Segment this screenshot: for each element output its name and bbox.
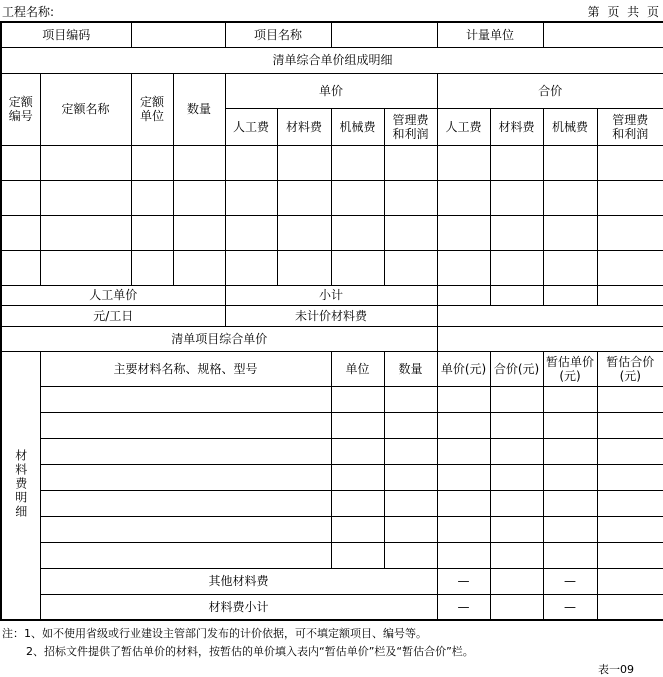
- cell[interactable]: [173, 145, 225, 180]
- page-label: 第 页 共 页: [587, 5, 659, 19]
- material-est-unit-price-header: 暂估单价(元): [543, 351, 597, 386]
- cell[interactable]: [1, 215, 40, 250]
- cell[interactable]: [490, 490, 543, 516]
- material-row: [1, 412, 663, 438]
- cell[interactable]: [331, 464, 384, 490]
- cell[interactable]: [225, 215, 277, 250]
- cell[interactable]: [40, 386, 331, 412]
- cell[interactable]: [437, 464, 490, 490]
- cell[interactable]: [437, 215, 490, 250]
- cell[interactable]: [490, 412, 543, 438]
- cell[interactable]: [331, 386, 384, 412]
- table-row: [1, 215, 663, 250]
- dash: —: [437, 594, 490, 620]
- col-unit-price: 单价: [225, 73, 437, 108]
- material-detail-side-label: 材料费明细: [1, 351, 40, 620]
- cell[interactable]: [597, 215, 663, 250]
- cell[interactable]: [331, 516, 384, 542]
- cell[interactable]: [384, 250, 437, 285]
- cell[interactable]: [543, 250, 597, 285]
- cell[interactable]: [490, 438, 543, 464]
- cell[interactable]: [490, 145, 543, 180]
- cell[interactable]: [543, 438, 597, 464]
- col-labor: 人工费: [225, 108, 277, 145]
- material-row: [1, 490, 663, 516]
- cell[interactable]: [225, 180, 277, 215]
- cell[interactable]: [437, 145, 490, 180]
- cell[interactable]: [40, 180, 131, 215]
- col-labor: 人工费: [437, 108, 490, 145]
- material-row: [1, 516, 663, 542]
- subtotal-label: 小计: [225, 285, 437, 305]
- col-material: 材料费: [490, 108, 543, 145]
- cell[interactable]: [384, 438, 437, 464]
- cell[interactable]: [543, 412, 597, 438]
- material-row: [1, 386, 663, 412]
- cell[interactable]: [384, 412, 437, 438]
- col-total-price: 合价: [437, 73, 663, 108]
- col-quota-no: 定额编号: [1, 73, 40, 145]
- cell[interactable]: [40, 542, 331, 568]
- cell[interactable]: [331, 145, 384, 180]
- note-2: 2、招标文件提供了暂估单价的材料，按暂估的单价填入表内“暂估单价”栏及“暂估合价”栏。: [26, 645, 474, 658]
- col-quota-unit: 定额单位: [131, 73, 173, 145]
- cell[interactable]: [437, 250, 490, 285]
- col-qty: 数量: [173, 73, 225, 145]
- cell[interactable]: [384, 490, 437, 516]
- col-machine: 机械费: [331, 108, 384, 145]
- cell[interactable]: [40, 412, 331, 438]
- cell[interactable]: [490, 250, 543, 285]
- dash: —: [543, 568, 597, 594]
- composite-price-label: 清单项目综合单价: [1, 326, 437, 351]
- cell[interactable]: [490, 594, 543, 620]
- cell[interactable]: [331, 438, 384, 464]
- cell[interactable]: [437, 180, 490, 215]
- cell[interactable]: [437, 516, 490, 542]
- cell[interactable]: [543, 285, 597, 305]
- material-subtotal-label: 材料费小计: [40, 594, 437, 620]
- item-code-label: 项目编码: [1, 22, 131, 47]
- cell[interactable]: [384, 516, 437, 542]
- cell[interactable]: [543, 215, 597, 250]
- cell[interactable]: [597, 386, 663, 412]
- cell[interactable]: [384, 464, 437, 490]
- material-name-header: 主要材料名称、规格、型号: [40, 351, 331, 386]
- project-name-label: 工程名称:: [2, 5, 55, 19]
- unit-value[interactable]: [543, 22, 663, 47]
- cell[interactable]: [437, 542, 490, 568]
- cell[interactable]: [543, 180, 597, 215]
- section-title: 清单综合单价组成明细: [1, 47, 663, 73]
- cell[interactable]: [597, 180, 663, 215]
- cell[interactable]: [597, 250, 663, 285]
- cell[interactable]: [131, 250, 173, 285]
- col-mgmt: 管理费和利润: [597, 108, 663, 145]
- table-row: [1, 180, 663, 215]
- col-quota-name: 定额名称: [40, 73, 131, 145]
- cell[interactable]: [490, 180, 543, 215]
- form-number: 表一09: [598, 663, 634, 676]
- cell[interactable]: [40, 145, 131, 180]
- cell[interactable]: [331, 250, 384, 285]
- cell[interactable]: [384, 215, 437, 250]
- material-row: [1, 542, 663, 568]
- col-material: 材料费: [277, 108, 331, 145]
- cell[interactable]: [277, 250, 331, 285]
- composite-price-value[interactable]: [437, 326, 663, 351]
- yuan-per-day: 元/工日: [1, 305, 225, 326]
- cell[interactable]: [40, 490, 331, 516]
- cell[interactable]: [384, 386, 437, 412]
- cell[interactable]: [1, 250, 40, 285]
- cell[interactable]: [331, 542, 384, 568]
- col-mgmt: 管理费和利润: [384, 108, 437, 145]
- cell[interactable]: [597, 285, 663, 305]
- cell[interactable]: [597, 542, 663, 568]
- cell[interactable]: [490, 516, 543, 542]
- cell[interactable]: [225, 250, 277, 285]
- cell[interactable]: [597, 594, 663, 620]
- dash: —: [543, 594, 597, 620]
- cell[interactable]: [490, 215, 543, 250]
- cell[interactable]: [277, 180, 331, 215]
- cell[interactable]: [597, 145, 663, 180]
- cell[interactable]: [173, 215, 225, 250]
- cell[interactable]: [40, 464, 331, 490]
- cell[interactable]: [40, 250, 131, 285]
- cell[interactable]: [543, 386, 597, 412]
- item-code-value[interactable]: [131, 22, 225, 47]
- cell[interactable]: [437, 490, 490, 516]
- material-row: [1, 464, 663, 490]
- material-unit-price-header: 单价(元): [437, 351, 490, 386]
- cell[interactable]: [597, 516, 663, 542]
- cell[interactable]: [225, 145, 277, 180]
- cell[interactable]: [597, 412, 663, 438]
- cell[interactable]: [597, 464, 663, 490]
- cell[interactable]: [40, 438, 331, 464]
- cell[interactable]: [40, 215, 131, 250]
- cell[interactable]: [131, 145, 173, 180]
- cell[interactable]: [131, 215, 173, 250]
- unpriced-material-label: 未计价材料费: [225, 305, 437, 326]
- cell[interactable]: [490, 568, 543, 594]
- cell[interactable]: [490, 285, 543, 305]
- material-total-header: 合价(元): [490, 351, 543, 386]
- unit-price-analysis-table: [0, 21, 663, 621]
- material-unit-header: 单位: [331, 351, 384, 386]
- cell[interactable]: [490, 386, 543, 412]
- cell[interactable]: [331, 180, 384, 215]
- cell[interactable]: [597, 490, 663, 516]
- cell[interactable]: [384, 542, 437, 568]
- table-row: [1, 250, 663, 285]
- cell[interactable]: [331, 412, 384, 438]
- other-material-label: 其他材料费: [40, 568, 437, 594]
- cell[interactable]: [437, 412, 490, 438]
- cell[interactable]: [437, 386, 490, 412]
- cell[interactable]: [384, 180, 437, 215]
- cell[interactable]: [543, 145, 597, 180]
- unit-label: 计量单位: [437, 22, 543, 47]
- cell[interactable]: [331, 215, 384, 250]
- cell[interactable]: [597, 438, 663, 464]
- note-1: 注：1、如不使用省级或行业建设主管部门发布的计价依据，可不填定额项目、编号等。: [2, 627, 427, 640]
- cell[interactable]: [490, 542, 543, 568]
- cell[interactable]: [277, 215, 331, 250]
- item-name-label: 项目名称: [225, 22, 331, 47]
- material-qty-header: 数量: [384, 351, 437, 386]
- cell[interactable]: [543, 542, 597, 568]
- cell[interactable]: [437, 438, 490, 464]
- cell[interactable]: [131, 180, 173, 215]
- cell[interactable]: [490, 464, 543, 490]
- labor-unit-price-label: 人工单价: [1, 285, 225, 305]
- material-row: [1, 438, 663, 464]
- cell[interactable]: [543, 516, 597, 542]
- cell[interactable]: [1, 145, 40, 180]
- cell[interactable]: [277, 145, 331, 180]
- material-est-total-header: 暂估合价(元): [597, 351, 663, 386]
- cell[interactable]: [543, 464, 597, 490]
- cell[interactable]: [173, 180, 225, 215]
- cell[interactable]: [384, 145, 437, 180]
- dash: —: [437, 568, 490, 594]
- cell[interactable]: [40, 516, 331, 542]
- col-machine: 机械费: [543, 108, 597, 145]
- unpriced-material-value[interactable]: [437, 305, 663, 326]
- item-name-value[interactable]: [331, 22, 437, 47]
- cell[interactable]: [1, 180, 40, 215]
- cell[interactable]: [173, 250, 225, 285]
- cell[interactable]: [543, 490, 597, 516]
- table-row: [1, 145, 663, 180]
- cell[interactable]: [437, 285, 490, 305]
- cell[interactable]: [331, 490, 384, 516]
- cell[interactable]: [597, 568, 663, 594]
